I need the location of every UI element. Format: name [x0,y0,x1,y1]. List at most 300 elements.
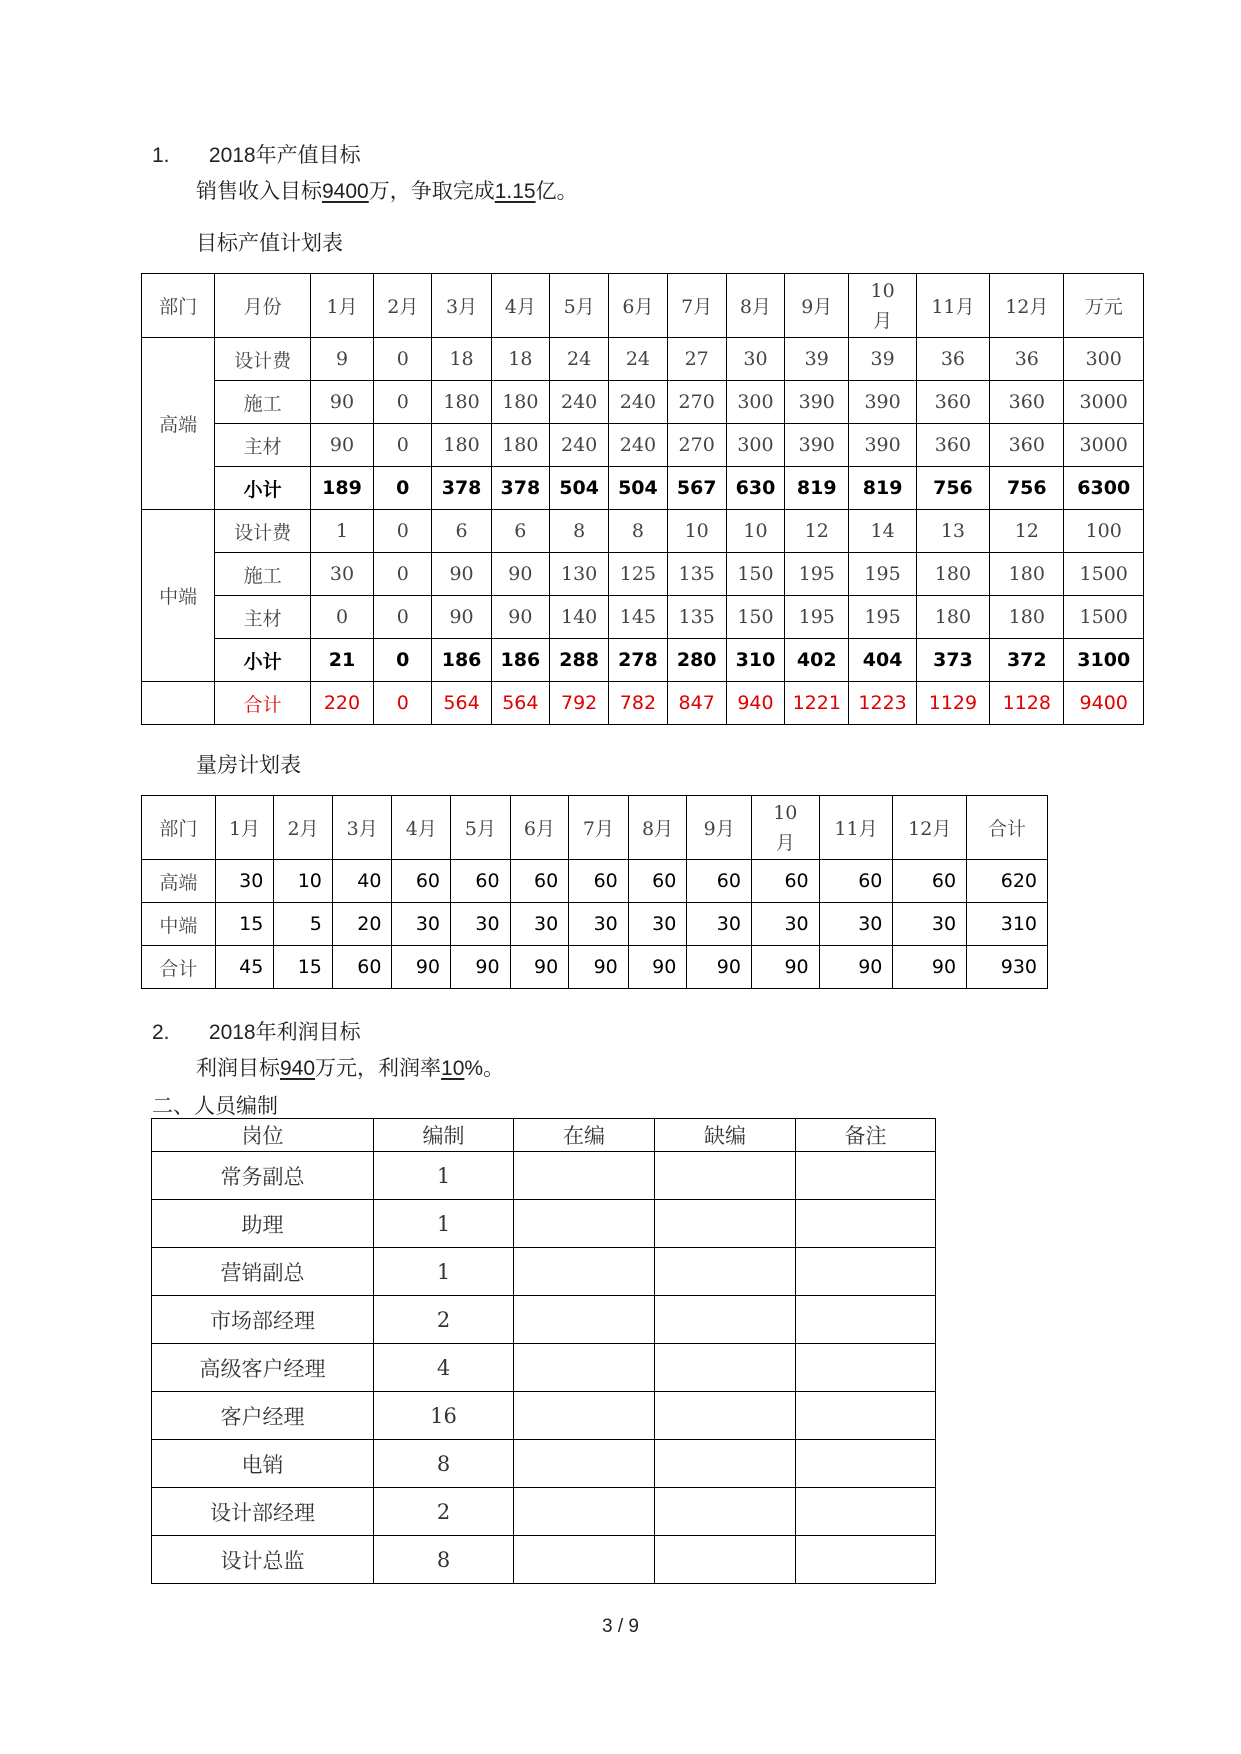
value-cell: 90 [569,946,629,989]
sales-target-value: 9400 [322,180,369,203]
header-cell: 部门 [142,274,215,338]
value-cell: 90 [432,553,491,596]
profit-target-line [196,1052,504,1082]
vacancy-cell [655,1248,796,1296]
profit-prefix: 利润目标 [196,1056,280,1080]
header-cell: 11月 [916,274,989,338]
value-cell: 819 [785,467,849,510]
header-cell: 合计 [967,796,1048,860]
value-cell: 30 [215,860,274,903]
value-cell: 180 [916,596,989,639]
value-cell: 60 [510,860,569,903]
header-cell: 编制 [374,1119,514,1152]
value-cell: 10 [726,510,784,553]
value-cell: 20 [332,903,392,946]
table-row [142,381,1144,424]
total-value-cell: 564 [432,682,491,725]
value-cell: 30 [687,903,752,946]
value-cell: 390 [785,381,849,424]
dept-cell: 中端 [142,903,216,946]
remark-cell [796,1488,936,1536]
value-cell: 40 [332,860,392,903]
value-cell: 30 [310,553,373,596]
value-cell: 300 [726,381,784,424]
value-cell: 195 [785,553,849,596]
table-row [142,467,1144,510]
value-cell: 756 [990,467,1064,510]
value-cell: 12 [990,510,1064,553]
value-cell: 14 [849,510,916,553]
value-cell: 90 [510,946,569,989]
value-cell: 90 [687,946,752,989]
value-cell: 240 [549,381,608,424]
total-value-cell: 792 [549,682,608,725]
value-cell: 310 [967,903,1048,946]
staffed-cell [514,1344,655,1392]
value-cell: 60 [569,860,629,903]
value-cell: 90 [819,946,893,989]
value-cell: 145 [609,596,667,639]
value-cell: 180 [990,553,1064,596]
value-cell: 30 [392,903,451,946]
vacancy-cell [655,1200,796,1248]
value-cell: 180 [432,424,491,467]
value-cell: 15 [215,903,274,946]
value-cell: 24 [549,338,608,381]
section-2-heading [152,1016,361,1046]
value-cell: 90 [432,596,491,639]
staffed-cell [514,1536,655,1584]
vacancy-cell [655,1296,796,1344]
table-row [152,1440,936,1488]
position-cell: 设计总监 [152,1536,374,1584]
staffed-cell [514,1488,655,1536]
vacancy-cell [655,1344,796,1392]
value-cell: 0 [374,553,432,596]
value-cell: 180 [990,596,1064,639]
section-2-title: 年利润目标 [255,1020,361,1044]
table-header-row [142,274,1144,338]
value-cell: 30 [628,903,687,946]
dept-cell: 合计 [142,946,216,989]
table-row [152,1344,936,1392]
vacancy-cell [655,1488,796,1536]
header-cell: 6月 [609,274,667,338]
value-cell: 1 [310,510,373,553]
sales-mid: 万，争取完成 [368,179,495,203]
value-cell: 24 [609,338,667,381]
position-cell: 客户经理 [152,1392,374,1440]
staffed-cell [514,1440,655,1488]
value-cell: 135 [667,553,726,596]
header-cell: 在编 [514,1119,655,1152]
value-cell: 0 [310,596,373,639]
value-cell: 39 [785,338,849,381]
value-cell: 150 [726,553,784,596]
header-cell: 5月 [451,796,511,860]
value-cell: 90 [310,424,373,467]
value-cell: 0 [374,510,432,553]
section-1-heading [152,139,361,169]
table-row [142,510,1144,553]
table-row [142,639,1144,682]
value-cell: 504 [549,467,608,510]
header-cell: 12月 [893,796,967,860]
output-table-caption: 目标产值计划表 [196,231,343,255]
table-row [152,1536,936,1584]
value-cell: 189 [310,467,373,510]
value-cell: 186 [491,639,549,682]
value-cell: 378 [491,467,549,510]
staffed-cell [514,1200,655,1248]
value-cell: 360 [916,381,989,424]
row-label-cell: 小计 [215,639,310,682]
total-value-cell: 940 [726,682,784,725]
value-cell: 21 [310,639,373,682]
header-cell: 4月 [491,274,549,338]
remark-cell [796,1296,936,1344]
value-cell: 195 [849,553,916,596]
value-cell: 180 [432,381,491,424]
header-cell: 月份 [215,274,310,338]
header-cell: 10月 [751,796,819,860]
table-header-row [142,796,1048,860]
house-table-caption: 量房计划表 [196,753,301,777]
value-cell: 240 [609,381,667,424]
value-cell: 240 [549,424,608,467]
value-cell: 90 [491,553,549,596]
value-cell: 5 [274,903,333,946]
value-cell: 30 [893,903,967,946]
value-cell: 567 [667,467,726,510]
value-cell: 60 [451,860,511,903]
remark-cell [796,1440,936,1488]
quota-cell: 16 [374,1392,514,1440]
value-cell: 270 [667,381,726,424]
header-cell: 8月 [628,796,687,860]
table-row [142,596,1144,639]
value-cell: 45 [215,946,274,989]
header-cell: 4月 [392,796,451,860]
total-value-cell: 220 [310,682,373,725]
value-cell: 100 [1064,510,1144,553]
value-cell: 360 [916,424,989,467]
header-cell: 备注 [796,1119,936,1152]
header-cell: 12月 [990,274,1064,338]
value-cell: 10 [667,510,726,553]
remark-cell [796,1248,936,1296]
value-cell: 60 [751,860,819,903]
row-label-cell: 施工 [215,381,310,424]
value-cell: 270 [667,424,726,467]
position-cell: 助理 [152,1200,374,1248]
value-cell: 30 [751,903,819,946]
value-cell: 15 [274,946,333,989]
value-cell: 390 [849,424,916,467]
value-cell: 60 [628,860,687,903]
staffing-table [151,1118,936,1584]
header-cell: 8月 [726,274,784,338]
value-cell: 390 [849,381,916,424]
value-cell: 404 [849,639,916,682]
value-cell: 630 [726,467,784,510]
value-cell: 373 [916,639,989,682]
value-cell: 3100 [1064,639,1144,682]
value-cell: 6 [432,510,491,553]
quota-cell: 4 [374,1344,514,1392]
position-cell: 营销副总 [152,1248,374,1296]
value-cell: 30 [510,903,569,946]
value-cell: 756 [916,467,989,510]
remark-cell [796,1392,936,1440]
header-cell: 万元 [1064,274,1144,338]
total-value-cell: 1129 [916,682,989,725]
value-cell: 90 [893,946,967,989]
value-cell: 195 [785,596,849,639]
sales-prefix: 销售收入目标 [196,179,322,203]
value-cell: 60 [687,860,752,903]
dept-cell: 高端 [142,338,215,510]
table-row [142,424,1144,467]
value-cell: 0 [374,381,432,424]
value-cell: 1500 [1064,553,1144,596]
value-cell: 310 [726,639,784,682]
value-cell: 819 [849,467,916,510]
section-1-number: 1. [152,144,170,167]
header-cell: 9月 [687,796,752,860]
value-cell: 0 [374,424,432,467]
value-cell: 125 [609,553,667,596]
output-plan-table [141,273,1144,725]
remark-cell [796,1536,936,1584]
quota-cell: 2 [374,1488,514,1536]
position-cell: 高级客户经理 [152,1344,374,1392]
value-cell: 18 [432,338,491,381]
section-2-number: 2. [152,1021,170,1044]
position-cell: 常务副总 [152,1152,374,1200]
value-cell: 180 [916,553,989,596]
vacancy-cell [655,1392,796,1440]
table-row [142,553,1144,596]
staffed-cell [514,1248,655,1296]
header-cell: 1月 [310,274,373,338]
value-cell: 300 [726,424,784,467]
table-row [142,946,1048,989]
header-cell: 7月 [667,274,726,338]
total-value-cell: 782 [609,682,667,725]
quota-cell: 1 [374,1200,514,1248]
value-cell: 140 [549,596,608,639]
value-cell: 6 [491,510,549,553]
vacancy-cell [655,1536,796,1584]
position-cell: 电销 [152,1440,374,1488]
total-value-cell: 9400 [1064,682,1144,725]
value-cell: 36 [916,338,989,381]
total-value-cell: 847 [667,682,726,725]
value-cell: 18 [491,338,549,381]
sales-suffix: 亿。 [535,179,578,203]
header-cell: 2月 [274,796,333,860]
value-cell: 30 [726,338,784,381]
profit-rate-value: 10 [441,1057,465,1080]
row-label-cell: 施工 [215,553,310,596]
table-row [152,1296,936,1344]
value-cell: 0 [374,467,432,510]
value-cell: 130 [549,553,608,596]
value-cell: 0 [374,639,432,682]
quota-cell: 1 [374,1152,514,1200]
header-cell: 9月 [785,274,849,338]
value-cell: 90 [751,946,819,989]
sales-stretch-value: 1.15 [494,180,536,203]
value-cell: 504 [609,467,667,510]
profit-mid: 万元，利润率 [315,1056,442,1080]
value-cell: 360 [990,381,1064,424]
header-cell: 7月 [569,796,629,860]
value-cell: 8 [609,510,667,553]
value-cell: 180 [491,424,549,467]
value-cell: 300 [1064,338,1144,381]
value-cell: 13 [916,510,989,553]
table-header-row [152,1119,936,1152]
value-cell: 360 [990,424,1064,467]
row-label-cell: 设计费 [215,510,310,553]
staffed-cell [514,1392,655,1440]
empty-cell [142,682,215,725]
header-cell: 部门 [142,796,216,860]
value-cell: 3000 [1064,381,1144,424]
total-value-cell: 1223 [849,682,916,725]
value-cell: 60 [332,946,392,989]
value-cell: 0 [374,338,432,381]
value-cell: 27 [667,338,726,381]
value-cell: 378 [432,467,491,510]
value-cell: 280 [667,639,726,682]
value-cell: 620 [967,860,1048,903]
header-cell: 1月 [215,796,274,860]
row-label-cell: 主材 [215,424,310,467]
value-cell: 39 [849,338,916,381]
remark-cell [796,1152,936,1200]
value-cell: 135 [667,596,726,639]
table-row [152,1488,936,1536]
value-cell: 3000 [1064,424,1144,467]
value-cell: 402 [785,639,849,682]
section-1-title: 年产值目标 [255,143,361,167]
value-cell: 150 [726,596,784,639]
header-cell: 6月 [510,796,569,860]
value-cell: 10 [274,860,333,903]
value-cell: 60 [893,860,967,903]
profit-rate-suffix: %。 [464,1057,505,1080]
value-cell: 90 [392,946,451,989]
value-cell: 30 [819,903,893,946]
house-plan-table [141,795,1048,989]
vacancy-cell [655,1440,796,1488]
value-cell: 195 [849,596,916,639]
row-label-cell: 小计 [215,467,310,510]
value-cell: 8 [549,510,608,553]
staffed-cell [514,1152,655,1200]
profit-target-value: 940 [280,1057,316,1080]
header-cell: 10月 [849,274,916,338]
staffing-heading: 二、人员编制 [152,1094,278,1118]
table-row [152,1392,936,1440]
table-row [152,1248,936,1296]
total-value-cell: 0 [374,682,432,725]
position-cell: 设计部经理 [152,1488,374,1536]
header-cell: 2月 [374,274,432,338]
value-cell: 90 [310,381,373,424]
value-cell: 372 [990,639,1064,682]
value-cell: 930 [967,946,1048,989]
value-cell: 30 [451,903,511,946]
total-row [142,682,1144,725]
header-cell: 岗位 [152,1119,374,1152]
page-number: 3 / 9 [602,1616,639,1637]
value-cell: 60 [392,860,451,903]
value-cell: 90 [628,946,687,989]
row-label-cell: 设计费 [215,338,310,381]
remark-cell [796,1200,936,1248]
row-label-cell: 主材 [215,596,310,639]
value-cell: 0 [374,596,432,639]
value-cell: 390 [785,424,849,467]
value-cell: 12 [785,510,849,553]
quota-cell: 8 [374,1440,514,1488]
table-row [152,1152,936,1200]
total-value-cell: 1128 [990,682,1064,725]
value-cell: 186 [432,639,491,682]
table-row [142,860,1048,903]
value-cell: 240 [609,424,667,467]
section-2-year: 2018 [208,1021,256,1044]
dept-cell: 中端 [142,510,215,682]
value-cell: 60 [819,860,893,903]
header-cell: 11月 [819,796,893,860]
section-1-year: 2018 [208,144,256,167]
header-cell: 3月 [432,274,491,338]
table-row [142,338,1144,381]
table-row [152,1200,936,1248]
staffed-cell [514,1296,655,1344]
dept-cell: 高端 [142,860,216,903]
value-cell: 9 [310,338,373,381]
value-cell: 6300 [1064,467,1144,510]
header-cell: 3月 [332,796,392,860]
total-label-cell: 合计 [215,682,310,725]
header-cell: 5月 [549,274,608,338]
vacancy-cell [655,1152,796,1200]
value-cell: 36 [990,338,1064,381]
header-cell: 缺编 [655,1119,796,1152]
value-cell: 30 [569,903,629,946]
value-cell: 90 [491,596,549,639]
total-value-cell: 564 [491,682,549,725]
quota-cell: 1 [374,1248,514,1296]
value-cell: 180 [491,381,549,424]
position-cell: 市场部经理 [152,1296,374,1344]
value-cell: 278 [609,639,667,682]
quota-cell: 8 [374,1536,514,1584]
value-cell: 1500 [1064,596,1144,639]
table-row [142,903,1048,946]
sales-target-line [196,175,578,205]
value-cell: 90 [451,946,511,989]
remark-cell [796,1344,936,1392]
total-value-cell: 1221 [785,682,849,725]
quota-cell: 2 [374,1296,514,1344]
